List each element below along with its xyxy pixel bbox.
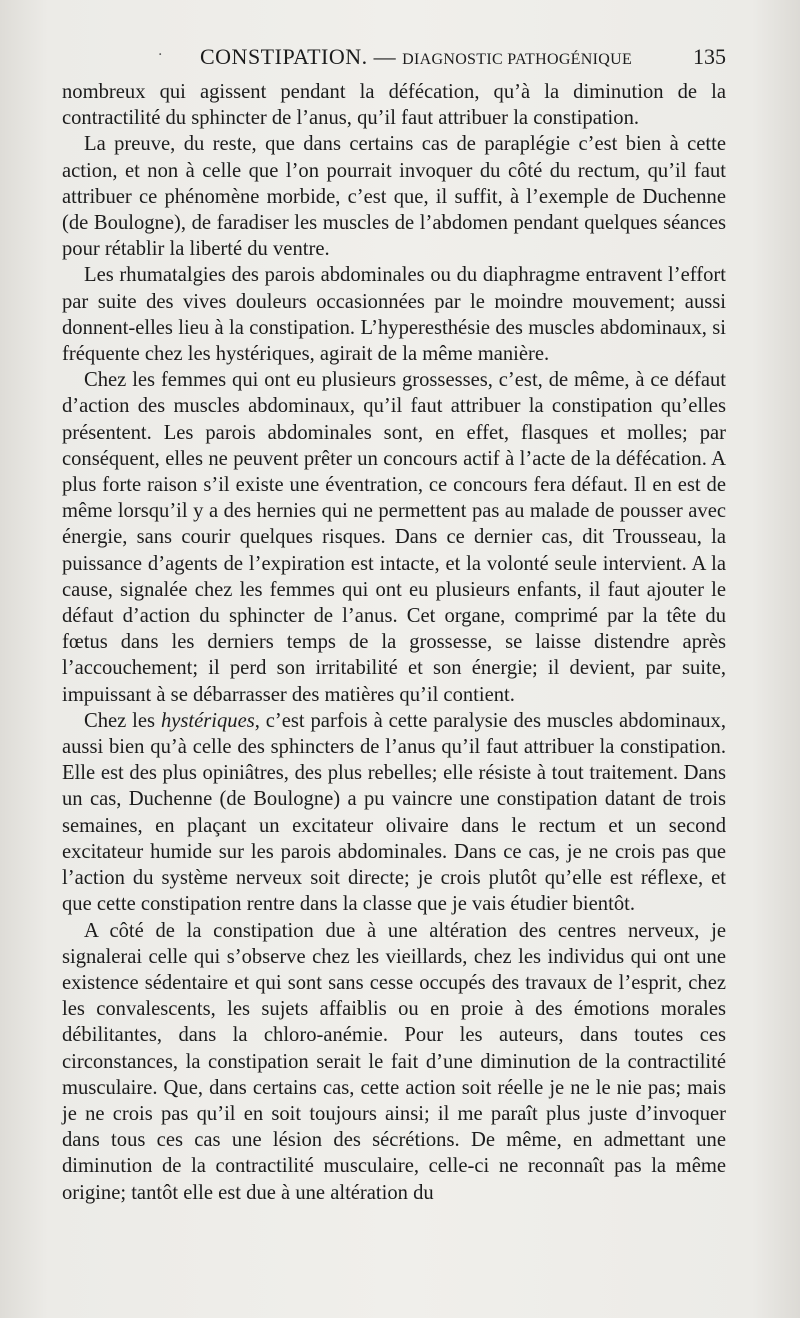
paragraph [62,708,726,918]
paragraph-text: Les rhumatalgies des parois abdominales ou du diaphragme entravent l’effort par suite des vives douleurs occasionnées par le moindre mouvement; aussi donnent-elles lieu à la constipation. L’hyperesthésie des muscles abdominaux, si fréquente chez les hystériques, agirait de la même manière. [62,264,726,366]
paragraph-text: , c’est parfois à cette paralysie des muscles abdominaux, aussi bien qu’à celle des sphincters de l’anus qu’il faut attribuer la constipation. Elle est des plus opiniâtres, des plus rebelles; elle résiste à tout traitement. Dans un cas, Duchenne (de Boulogne) a pu vaincre une constipation datant de trois semaines, en plaçant un excitateur olivaire dans le rectum et un second excitateur humide sur les parois abdominales. Dans ce cas, je ne crois pas que l’action du système nerveux soit directe; je crois plutôt qu’elle est réflexe, et que cette constipation rentre dans la classe que je vais étudier bientôt. [62,709,726,916]
paragraph [62,918,726,1206]
paragraph [62,79,726,131]
header-bullet: · [158,47,163,63]
paragraph [62,367,726,708]
paragraph [62,131,726,262]
paragraph [62,262,726,367]
paragraph-text: Chez les [84,709,161,732]
paragraph-text: Chez les femmes qui ont eu plusieurs grossesses, c’est, de même, à ce défaut d’action des muscles abdominaux, qu’il faut attribuer la constipation qu’elles présentent. Les parois abdominales sont, en effet, flasques et molles; par conséquent, elles ne peuvent prêter un concours actif à l’acte de la défécation. A plus forte raison s’il existe une éventration, ce concours fera défaut. Il en est de même lorsqu’il y a des hernies qui ne permettent pas au malade de pousser avec énergie, sans courir quelques risques. Dans ce dernier cas, dit Trousseau, la puissance d’agents de l’expiration est intacte, et la volonté seule intervient. A la cause, signalée chez les femmes qui ont eu plusieurs enfants, il faut ajouter le défaut d’action du sphincter de l’anus. Cet organe, comprimé par la tête du fœtus dans les derniers temps de la grossesse, se laisse distendre après l’accouchement; il perd son irritabilité et son énergie; il devient, par suite, impuissant à se débarrasser des matières qu’il contient. [62,369,726,706]
paragraph-text: La preuve, du reste, que dans certains cas de paraplégie c’est bien à cette action, et non à celle que l’on pourrait invoquer du côté du rectum, qu’il faut attribuer ce phénomène morbide, c’est que, il suffit, à l’exemple de Duchenne (de Boulogne), de faradiser les muscles de l’abdomen pendant quelques séances pour rétablir la liberté du ventre. [62,133,726,261]
header-title-group [200,40,632,77]
paragraph-text: A côté de la constipation due à une altération des centres nerveux, je signalerai celle qui s’observe chez les vieillards, chez les individus qui ont une existence sédentaire et qui sont sans cesse occupés des travaux de l’esprit, chez les convalescents, les sujets affaiblis ou en proie à des émotions morales débilitantes, dans la chloro-anémie. Pour les auteurs, dans toutes ces circonstances, la constipation serait le fait d’une diminution de la contractilité musculaire. Que, dans certains cas, cette action soit réelle je ne le nie pas; mais je ne crois pas qu’il en soit toujours ainsi; il me paraît plus juste d’invoquer dans tous ces cas une lésion des sécrétions. De même, en admettant une diminution de la contractilité musculaire, celle-ci ne reconnaît pas la même origine; tantôt elle est due à une altération du [62,919,726,1204]
body-text [62,79,726,1206]
paragraph-text: nombreux qui agissent pendant la défécation, qu’à la diminution de la contractilité du sphincter de l’anus, qu’il faut attribuer la constipation. [62,81,726,130]
page-number: 135 [693,44,726,69]
italic-text: hystériques [160,709,255,732]
header-title: CONSTIPATION. — [200,44,403,69]
running-header [62,40,726,74]
header-subtitle: DIAGNOSTIC PATHOGÉNIQUE [402,51,633,68]
